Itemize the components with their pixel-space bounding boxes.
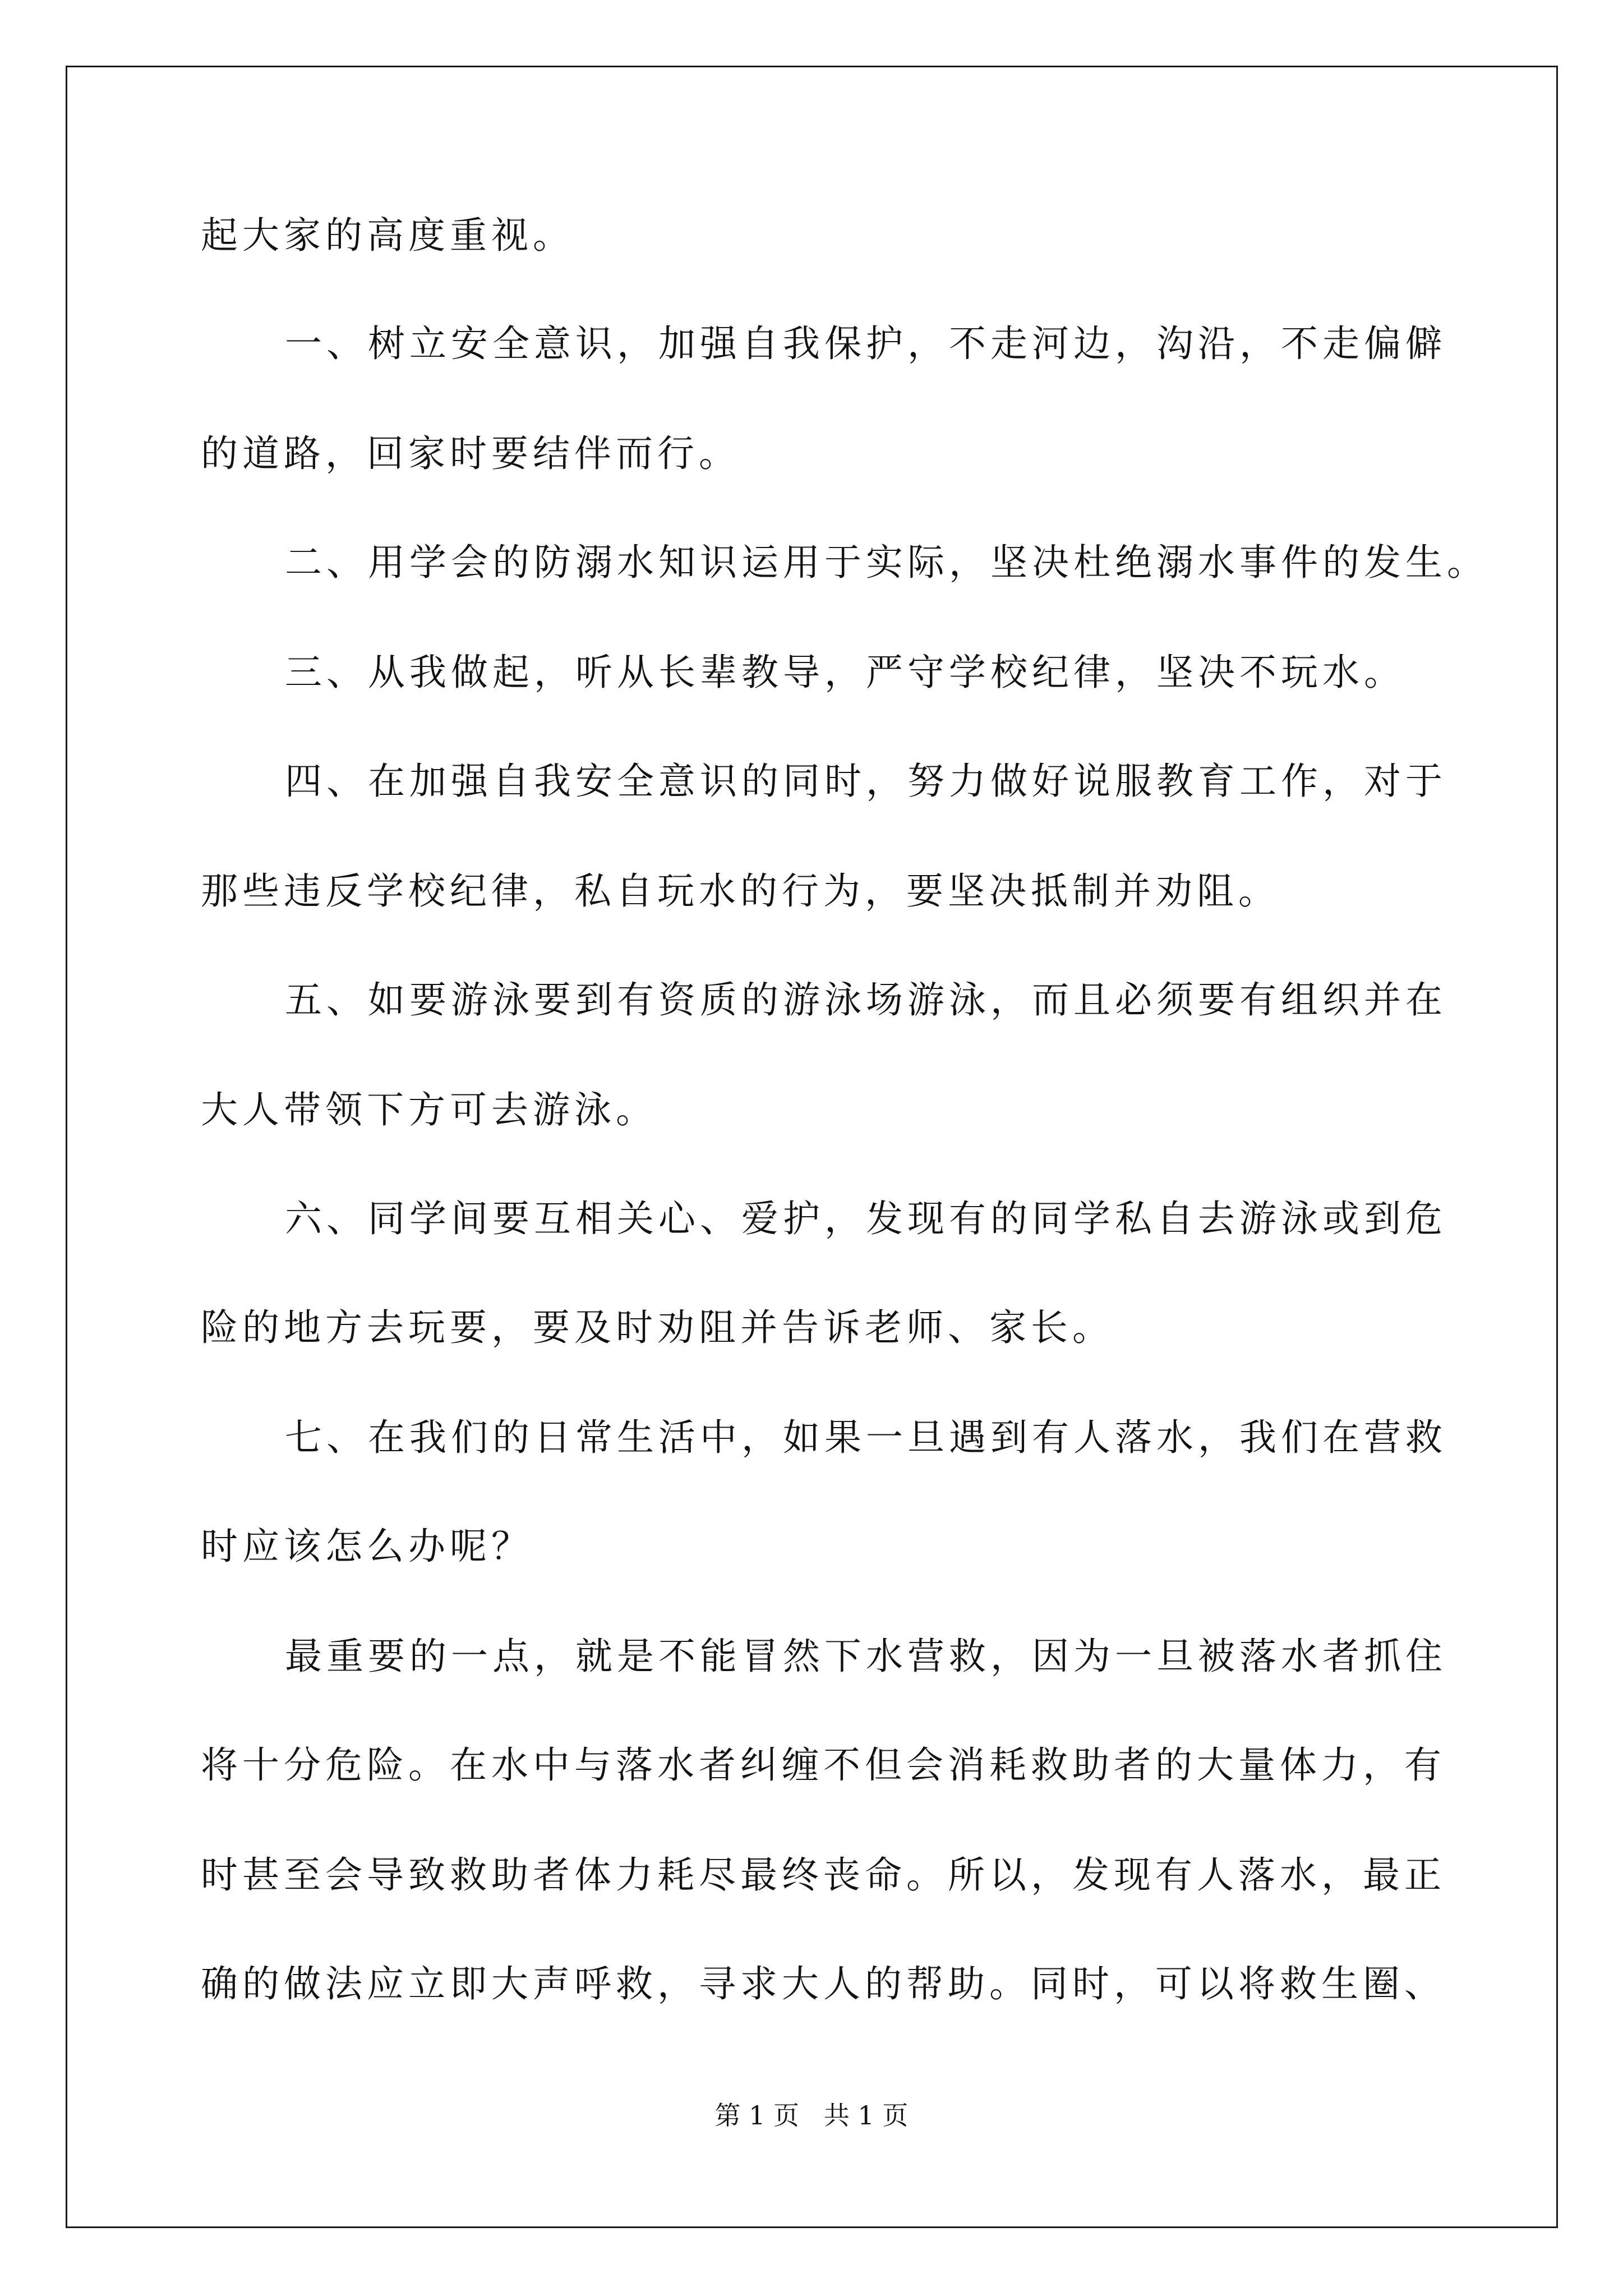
body-line: 五、如要游泳要到有资质的游泳场游泳，而且必须要有组织并在	[285, 978, 1447, 1022]
body-line: 那些违反学校纪律，私自玩水的行为，要坚决抵制并劝阻。	[201, 869, 1280, 913]
page-border	[66, 66, 1558, 2228]
body-line: 将十分危险。在水中与落水者纠缠不但会消耗救助者的大量体力，有	[201, 1743, 1446, 1787]
body-line: 六、同学间要互相关心、爱护，发现有的同学私自去游泳或到危	[285, 1197, 1447, 1240]
body-line: 三、从我做起，听从长辈教导，严守学校纪律，坚决不玩水。	[285, 651, 1405, 694]
body-line: 最重要的一点，就是不能冒然下水营救，因为一旦被落水者抓住	[285, 1635, 1447, 1678]
body-line: 起大家的高度重视。	[201, 214, 574, 257]
body-line: 险的地方去玩要，要及时劝阻并告诉老师、家长。	[201, 1306, 1114, 1349]
body-line: 四、在加强自我安全意识的同时，努力做好说服教育工作，对于	[285, 760, 1447, 803]
body-line: 确的做法应立即大声呼救，寻求大人的帮助。同时，可以将救生圈、	[201, 1962, 1446, 2005]
body-line: 二、用学会的防溺水知识运用于实际，坚决杜绝溺水事件的发生。	[285, 541, 1488, 584]
body-line: 的道路，回家时要结伴而行。	[201, 432, 740, 475]
body-line: 时应该怎么办呢？	[201, 1525, 533, 1568]
body-line: 时甚至会导致救助者体力耗尽最终丧命。所以，发现有人落水，最正	[201, 1853, 1446, 1897]
body-line: 大人带领下方可去游泳。	[201, 1088, 657, 1131]
body-line: 七、在我们的日常生活中，如果一旦遇到有人落水，我们在营救	[285, 1416, 1447, 1459]
page-number-footer: 第 1 页 共 1 页	[714, 2100, 909, 2131]
body-line: 一、树立安全意识，加强自我保护，不走河边，沟沿，不走偏僻	[285, 322, 1447, 365]
